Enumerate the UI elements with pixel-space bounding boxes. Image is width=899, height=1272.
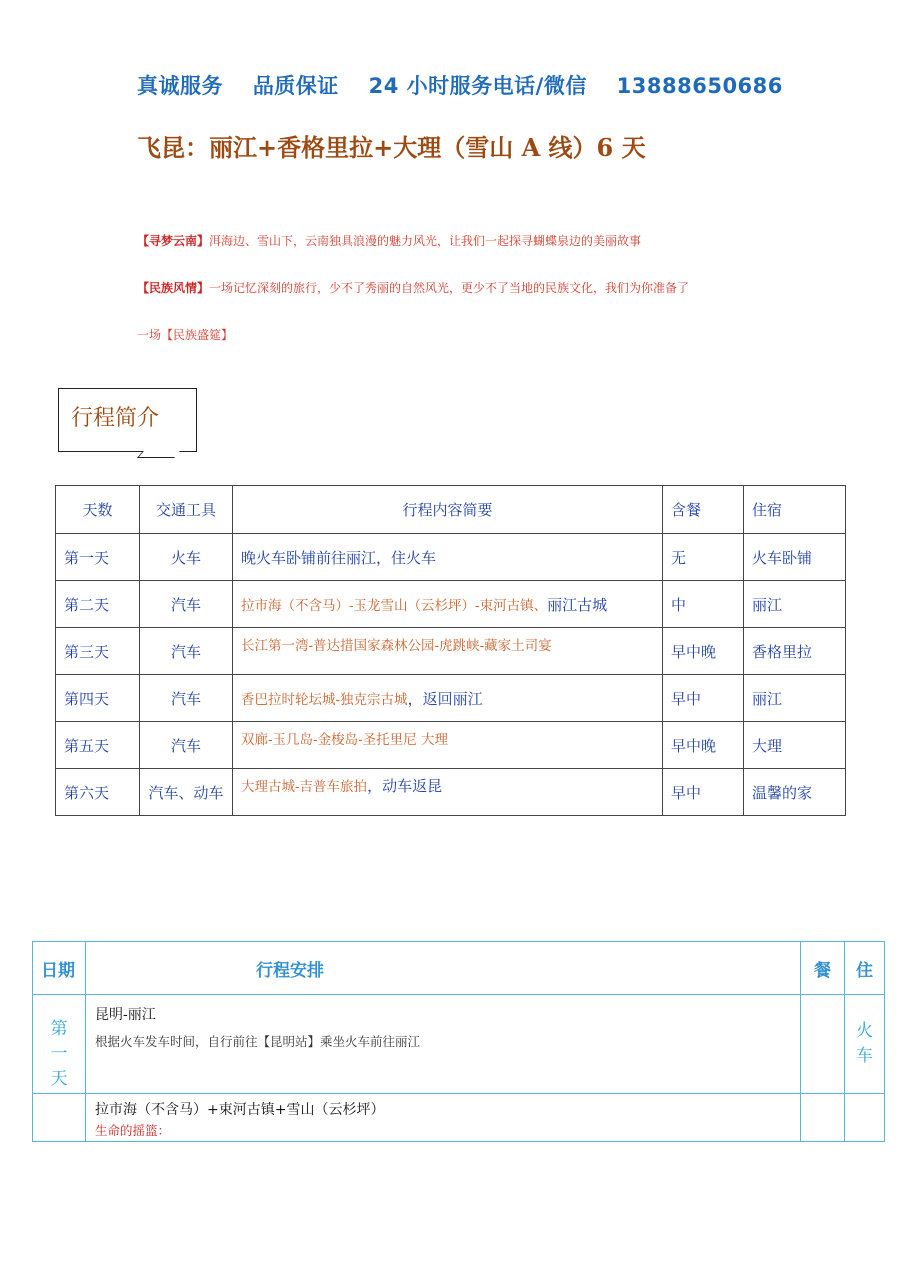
intro-tag-dream: 【寻梦云南】 [137,234,210,248]
meals-cell: 早中 [663,675,744,722]
detail-stay-cell [845,995,885,1094]
plan-cell [233,769,663,816]
table-row [56,628,846,675]
stay-char: 火 [856,1021,873,1041]
header-day: 天数 [56,486,140,534]
detail-day-title: 昆明-丽江 [95,1007,156,1023]
meals-cell: 中 [663,581,744,628]
header-date: 日期 [33,942,86,995]
transport-cell: 汽车 [140,675,233,722]
itinerary-summary-table [55,485,846,816]
table-row [56,534,846,581]
table-row [56,581,846,628]
detail-plan-cell [86,1094,801,1142]
plan-cell [233,628,663,675]
slogan-quality: 品质保证 [252,74,339,98]
table-row [33,1094,885,1142]
detail-header-row [33,942,885,995]
table-row [33,995,885,1094]
plan-sights: 香巴拉时轮坛城-独克宗古城 [241,691,408,708]
header-stay: 住 [845,942,885,995]
header-plan: 行程内容简要 [233,486,663,534]
intro-text-1: 洱海边、雪山下，云南独具浪漫的魅力风光，让我们一起探寻蝴蝶泉边的美丽故事 [209,234,642,248]
detail-day-text: 根据火车发车时间，自行前往【昆明站】乘坐火车前往丽江 [95,1034,421,1049]
stay-cell: 火车卧铺 [744,534,846,581]
header-transport: 交通工具 [140,486,233,534]
day-char: 第 [50,1019,68,1039]
day-char: 一 [50,1044,68,1064]
intro-line-3: 一场【民族盛筵】 [137,328,234,342]
meals-cell: 早中晚 [663,628,744,675]
plan-sights: 双廊-玉几岛-金梭岛-圣托里尼 大理 [241,732,448,748]
plan-cell [233,722,663,769]
transport-cell: 汽车、动车 [140,769,233,816]
overview-heading: 行程简介 [58,388,197,452]
slogan-service: 真诚服务 [137,74,223,98]
transport-cell: 汽车 [140,628,233,675]
day-cell: 第四天 [56,675,140,722]
detail-meal-cell [801,1094,845,1142]
intro-line-1 [137,232,641,249]
hotline-banner [137,70,783,100]
plan-text: 晚火车卧铺前往丽江，住火车 [241,548,437,567]
stay-cell: 丽江 [744,581,846,628]
plan-sights: 长江第一湾-普达措国家森林公园-虎跳峡-藏家土司宴 [241,638,552,654]
plan-sights: 拉市海（不含马）-玉龙雪山（云杉坪）-束河古镇、 [241,597,548,614]
plan-sights: 大理古城-吉普车旅拍 [241,779,368,795]
transport-cell: 汽车 [140,722,233,769]
header-stay: 住宿 [744,486,846,534]
plan-text: 丽江古城 [547,595,608,614]
plan-cell [233,534,663,581]
stay-char: 车 [856,1046,873,1066]
plan-cell [233,675,663,722]
plan-cell [233,581,663,628]
intro-tag-ethnic: 【民族风情】 [137,281,210,295]
stay-cell: 香格里拉 [744,628,846,675]
plan-text: ，返回丽江 [407,689,483,708]
day-char: 天 [50,1069,68,1089]
detail-day-title: 拉市海（不含马）+束河古镇+雪山（云杉坪） [95,1102,385,1118]
detail-day-cell [33,1094,86,1142]
day-cell: 第五天 [56,722,140,769]
day-cell: 第一天 [56,534,140,581]
detail-meal-cell [801,995,845,1094]
stay-cell: 丽江 [744,675,846,722]
itinerary-detail-table [32,941,885,1142]
day-cell: 第三天 [56,628,140,675]
route-title: 飞昆：丽江+香格里拉+大理（雪山 A 线）6 天 [137,133,646,162]
table-row [56,675,846,722]
header-meals: 含餐 [663,486,744,534]
detail-day-cell [33,995,86,1094]
detail-day-text: 生命的摇篮： [95,1123,171,1138]
detail-stay-cell [845,1094,885,1142]
table-row [56,769,846,816]
detail-plan-cell [86,995,801,1094]
day-cell: 第二天 [56,581,140,628]
callout-tail [137,451,180,458]
hotline-number: 13888650686 [616,74,783,98]
meals-cell: 早中晚 [663,722,744,769]
header-plan: 行程安排 [86,942,801,995]
table-row [56,722,846,769]
intro-line-2 [137,279,689,296]
stay-cell: 温馨的家 [744,769,846,816]
stay-cell: 大理 [744,722,846,769]
intro-text-2: 一场记忆深刻的旅行，少不了秀丽的自然风光，更少不了当地的民族文化，我们为你准备了 [209,281,690,295]
hotline-label: 24 小时服务电话/微信 [368,74,587,98]
meals-cell: 无 [663,534,744,581]
header-meal: 餐 [801,942,845,995]
day-cell: 第六天 [56,769,140,816]
transport-cell: 火车 [140,534,233,581]
summary-header-row [56,486,846,534]
plan-text: ，动车返昆 [367,777,443,795]
transport-cell: 汽车 [140,581,233,628]
meals-cell: 早中 [663,769,744,816]
